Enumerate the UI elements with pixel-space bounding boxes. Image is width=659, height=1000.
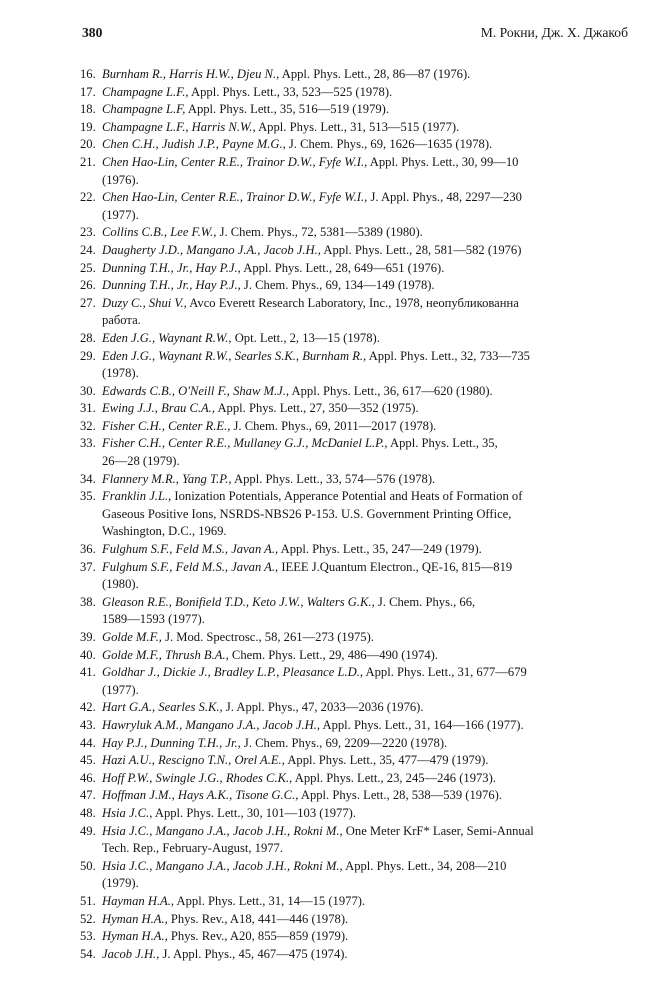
reference-number: 46. [80,770,96,785]
reference-item [80,383,628,401]
running-head: М. Рокни, Дж. Х. Джакоб [480,25,628,40]
reference-number: 32. [80,418,96,433]
reference-source: J. Chem. Phys., 72, 5381—5389 (1980). [219,225,423,240]
reference-continuation: (1977). [102,682,139,697]
reference-authors: Dunning T.H., Jr., Hay P.J., [102,278,241,293]
reference-authors: Burnham R., Harris H.W., Djeu N., [102,67,280,81]
reference-number: 49. [80,823,96,838]
reference-number: 52. [80,911,96,926]
reference-number: 16. [80,67,96,81]
reference-item [80,541,628,559]
reference-authors: Fulghum S.F., Feld M.S., Javan A., [102,542,279,557]
reference-item [80,348,628,383]
reference-continuation: 1589—1593 (1977). [102,612,205,627]
reference-number: 45. [80,753,96,768]
reference-continuation: (1980). [102,577,139,592]
reference-number: 26. [80,278,96,293]
reference-source: Appl. Phys. Lett., 35, [390,436,498,451]
reference-item [80,735,628,753]
reference-source: Appl. Phys. Lett., 28, 581—582 (1976) [323,242,522,257]
reference-source: Appl. Phys. Lett., 30, 99—10 [369,154,519,169]
reference-item [80,488,628,541]
reference-number: 47. [80,788,96,803]
reference-item [80,242,628,260]
reference-number: 37. [80,559,96,574]
reference-authors: Flannery M.R., Yang T.P., [102,471,232,486]
reference-item [80,699,628,717]
reference-item [80,858,628,893]
reference-number: 36. [80,542,96,557]
reference-item [80,717,628,735]
reference-authors: Eden J.G., Waynant R.W., Searles S.K., Burnham R., [102,348,367,363]
reference-authors: Dunning T.H., Jr., Hay P.J., [102,260,241,275]
reference-continuation: работа. [102,313,141,328]
reference-source: Appl. Phys. Lett., 35, 477—479 (1979). [287,753,489,768]
reference-item [80,893,628,911]
reference-authors: Champagne L.F., Harris N.W., [102,119,256,134]
reference-number: 22. [80,190,96,205]
reference-item [80,260,628,278]
reference-item [80,805,628,823]
page-number: 380 [82,25,103,40]
reference-source: Appl. Phys. Lett., 28, 538—539 (1976). [300,788,502,803]
reference-number: 51. [80,893,96,908]
reference-continuation: (1978). [102,366,139,381]
reference-item [80,629,628,647]
reference-authors: Hoffman J.M., Hays A.K., Tisone G.C., [102,788,299,803]
reference-authors: Daugherty J.D., Mangano J.A., Jacob J.H., [102,242,321,257]
reference-item [80,189,628,224]
reference-item [80,594,628,629]
reference-authors: Hyman H.A., [102,929,168,944]
reference-authors: Fisher C.H., Center R.E., [102,418,231,433]
reference-number: 19. [80,119,96,134]
reference-source: Ionization Potentials, Apperance Potential and Heats of Formation of [174,489,523,504]
reference-source: Phys. Rev., A20, 855—859 (1979). [170,929,349,944]
reference-item [80,911,628,929]
reference-continuation: Washington, D.C., 1969. [102,524,227,539]
reference-source: Appl. Phys. Lett., 32, 733—735 [368,348,530,363]
reference-number: 44. [80,735,96,750]
reference-authors: Jacob J.H., [102,946,160,961]
reference-authors: Goldhar J., Dickie J., Bradley L.P., Pleasance L.D., [102,665,364,680]
reference-item [80,154,628,189]
reference-number: 30. [80,383,96,398]
reference-source: Appl. Phys. Lett., 31, 513—515 (1977). [258,119,460,134]
reference-continuation: Tech. Rep., February-August, 1977. [102,841,283,856]
reference-authors: Hay P.J., Dunning T.H., Jr., [102,735,241,750]
reference-list [80,66,628,963]
reference-authors: Hawryluk A.M., Mangano J.A., Jacob J.H., [102,717,321,732]
reference-source: Appl. Phys. Lett., 27, 350—352 (1975). [217,401,419,416]
reference-source: J. Appl. Phys., 45, 467—475 (1974). [162,946,348,961]
reference-source: Appl. Phys. Lett., 23, 245—246 (1973). [294,770,496,785]
reference-authors: Hazi A.U., Rescigno T.N., Orel A.E., [102,753,285,768]
reference-number: 40. [80,647,96,662]
reference-continuation: (1977). [102,207,139,222]
reference-continuation: (1976). [102,172,139,187]
reference-source: Appl. Phys. Lett., 34, 208—210 [345,858,507,873]
reference-number: 27. [80,295,96,310]
reference-number: 24. [80,242,96,257]
reference-source: J. Chem. Phys., 69, 1626—1635 (1978). [288,137,493,152]
reference-item [80,224,628,242]
reference-authors: Champagne L.F, [102,102,186,117]
reference-item [80,559,628,594]
reference-source: Chem. Phys. Lett., 29, 486—490 (1974). [231,647,438,662]
reference-authors: Eden J.G., Waynant R.W., [102,330,232,345]
reference-number: 17. [80,84,96,99]
reference-number: 54. [80,946,96,961]
reference-authors: Champagne L.F., [102,84,189,99]
reference-item [80,84,628,102]
reference-authors: Hyman H.A., [102,911,168,926]
reference-item [80,101,628,119]
reference-item [80,136,628,154]
reference-source: Appl. Phys. Lett., 33, 574—576 (1978). [234,471,436,486]
reference-source: Appl. Phys. Lett., 28, 86—87 (1976). [281,67,471,81]
reference-authors: Collins C.B., Lee F.W., [102,225,217,240]
reference-source: Appl. Phys. Lett., 35, 516—519 (1979). [187,102,390,117]
reference-item [80,752,628,770]
reference-number: 20. [80,137,96,152]
reference-authors: Golde M.F., Thrush B.A., [102,647,229,662]
reference-number: 28. [80,330,96,345]
reference-source: Appl. Phys. Lett., 30, 101—103 (1977). [154,805,356,820]
reference-authors: Golde M.F., [102,630,162,644]
page-header [82,25,628,47]
reference-authors: Duzy C., Shui V., [102,295,187,310]
reference-source: Appl. Phys. Lett., 36, 617—620 (1980). [291,383,493,398]
reference-number: 35. [80,489,96,504]
reference-source: J. Chem. Phys., 69, 2011—2017 (1978). [233,418,437,433]
reference-source: J. Chem. Phys., 69, 2209—2220 (1978). [243,735,448,750]
reference-continuation: (1979). [102,876,139,891]
reference-item [80,471,628,489]
reference-authors: Edwards C.B., O'Neill F., Shaw M.J., [102,383,290,398]
reference-source: J. Mod. Spectrosc., 58, 261—273 (1975). [165,630,374,644]
reference-item [80,277,628,295]
reference-source: Appl. Phys. Lett., 28, 649—651 (1976). [243,260,445,275]
reference-number: 41. [80,665,96,680]
reference-number: 31. [80,401,96,416]
reference-number: 39. [80,630,96,644]
reference-number: 53. [80,929,96,944]
reference-number: 50. [80,858,96,873]
reference-continuation: Gaseous Positive Ions, NSRDS-NBS26 P-153. U.S. Government Printing Office, [102,506,512,521]
reference-authors: Hart G.A., Searles S.K., [102,700,223,715]
reference-number: 43. [80,717,96,732]
reference-item [80,787,628,805]
reference-item [80,330,628,348]
reference-source: Appl. Phys. Lett., 31, 677—679 [365,665,527,680]
reference-source: Avco Everett Research Laboratory, Inc., 1978, неопубликованна [189,295,519,310]
reference-continuation: 26—28 (1979). [102,454,180,469]
reference-number: 42. [80,700,96,715]
reference-item [80,400,628,418]
reference-source: J. Chem. Phys., 66, [377,594,476,609]
reference-item [80,66,628,84]
reference-item [80,647,628,665]
reference-number: 48. [80,805,96,820]
reference-authors: Gleason R.E., Bonifield T.D., Keto J.W., Walters G.K., [102,594,375,609]
reference-authors: Franklin J.L., [102,489,172,504]
reference-authors: Fisher C.H., Center R.E., Mullaney G.J., McDaniel L.P., [102,436,388,451]
reference-source: One Meter KrF* Laser, Semi-Annual [345,823,534,838]
reference-authors: Chen Hao-Lin, Center R.E., Trainor D.W., Fyfe W.I., [102,154,368,169]
reference-authors: Fulghum S.F., Feld M.S., Javan A., [102,559,279,574]
reference-authors: Hsia J.C., [102,805,153,820]
reference-item [80,295,628,330]
reference-item [80,435,628,470]
reference-item [80,418,628,436]
reference-authors: Hsia J.C., Mangano J.A., Jacob J.H., Rokni M., [102,823,343,838]
reference-source: J. Chem. Phys., 69, 134—149 (1978). [243,278,435,293]
reference-number: 33. [80,436,96,451]
reference-number: 21. [80,154,96,169]
reference-number: 29. [80,348,96,363]
reference-number: 34. [80,471,96,486]
reference-source: Appl. Phys. Lett., 33, 523—525 (1978). [191,84,393,99]
reference-source: Opt. Lett., 2, 13—15 (1978). [234,330,380,345]
reference-number: 38. [80,594,96,609]
reference-item [80,928,628,946]
reference-source: J. Appl. Phys., 48, 2297—230 [370,190,522,205]
reference-authors: Hayman H.A., [102,893,175,908]
reference-authors: Chen Hao-Lin, Center R.E., Trainor D.W., Fyfe W.I., [102,190,368,205]
reference-number: 18. [80,102,96,117]
reference-item [80,119,628,137]
reference-source: Appl. Phys. Lett., 31, 14—15 (1977). [176,893,366,908]
reference-number: 23. [80,225,96,240]
reference-authors: Hsia J.C., Mangano J.A., Jacob J.H., Rokni M., [102,858,343,873]
reference-authors: Hoff P.W., Swingle J.G., Rhodes C.K., [102,770,293,785]
reference-item [80,664,628,699]
reference-item [80,770,628,788]
reference-source: Appl. Phys. Lett., 31, 164—166 (1977). [322,717,524,732]
reference-source: Appl. Phys. Lett., 35, 247—249 (1979). [280,542,482,557]
reference-authors: Ewing J.J., Brau C.A., [102,401,215,416]
reference-source: J. Appl. Phys., 47, 2033—2036 (1976). [225,700,424,715]
reference-item [80,946,628,964]
reference-source: IEEE J.Quantum Electron., QE-16, 815—819 [281,559,513,574]
reference-authors: Chen C.H., Judish J.P., Payne M.G., [102,137,286,152]
reference-item [80,823,628,858]
reference-number: 25. [80,260,96,275]
reference-source: Phys. Rev., A18, 441—446 (1978). [170,911,349,926]
